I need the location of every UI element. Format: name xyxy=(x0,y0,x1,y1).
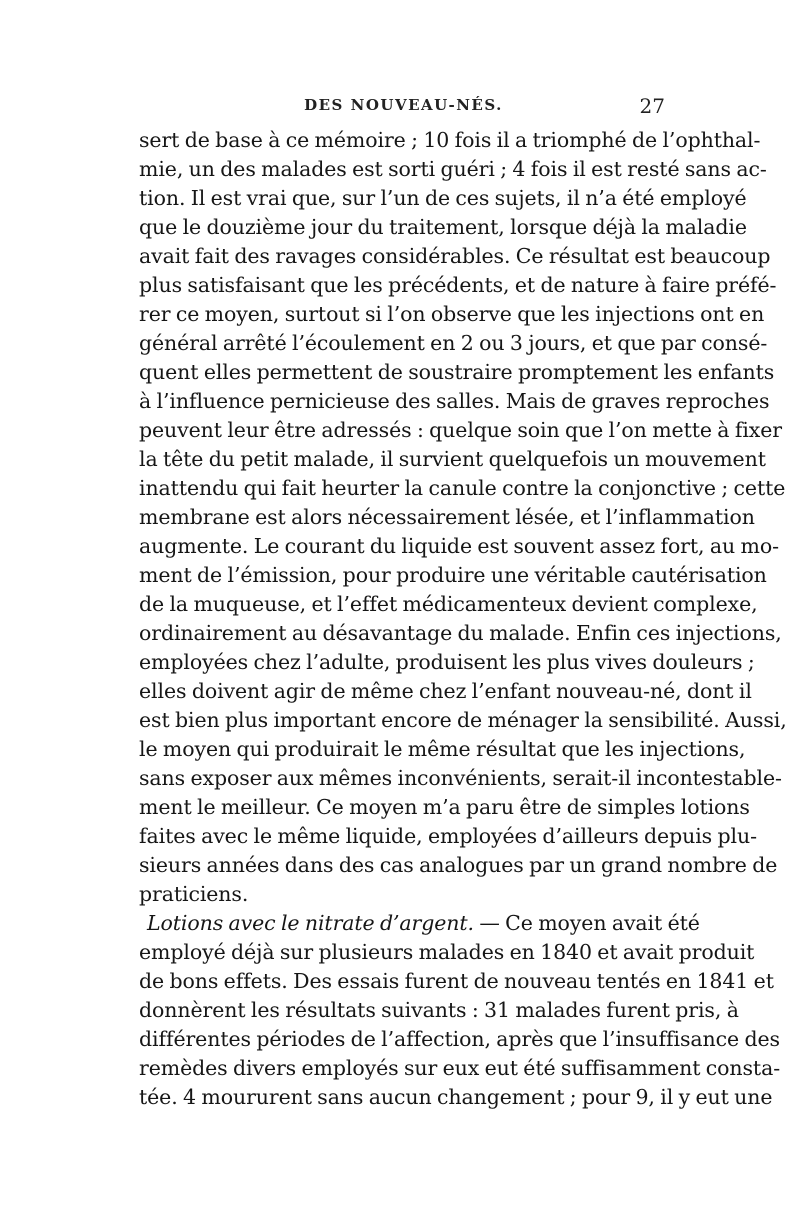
text-line: de bons effets. Des essais furent de nouveau tentés en 1841 et xyxy=(139,969,774,993)
text-line: tée. 4 moururent sans aucun changement ; pour 9, il y eut une xyxy=(139,1085,773,1109)
text-line: général arrêté l’écoulement en 2 ou 3 jours, et que par consé- xyxy=(139,331,768,355)
running-head xyxy=(140,96,667,122)
page-number: 27 xyxy=(639,94,665,118)
text-line: est bien plus important encore de ménager la sensibilité. Aussi, xyxy=(139,708,787,732)
text-line: rer ce moyen, surtout si l’on observe que les injections ont en xyxy=(139,302,765,326)
text-line: peuvent leur être adressés : quelque soin que l’on mette à fixer xyxy=(139,418,782,442)
text-line: ordinairement au désavantage du malade. Enfin ces injections, xyxy=(139,621,782,645)
text-line: membrane est alors nécessairement lésée, et l’inflammation xyxy=(139,505,755,529)
text-line: augmente. Le courant du liquide est souvent assez fort, au mo- xyxy=(139,534,779,558)
text-line: elles doivent agir de même chez l’enfant nouveau-né, dont il xyxy=(139,679,752,703)
text-line: à l’influence pernicieuse des salles. Mais de graves reproches xyxy=(139,389,770,413)
section-lead-rest: — Ce moyen avait été xyxy=(473,911,700,935)
text-line: plus satisfaisant que les précédents, et de nature à faire préfé- xyxy=(139,273,777,297)
text-line: sert de base à ce mémoire ; 10 fois il a triomphé de l’ophthal- xyxy=(139,128,761,152)
text-line: ment de l’émission, pour produire une véritable cautérisation xyxy=(139,563,767,587)
text-line: le moyen qui produirait le même résultat que les injections, xyxy=(139,737,746,761)
text-line: sans exposer aux mêmes inconvénients, serait-il incontestable- xyxy=(139,766,782,790)
text-line: ment le meilleur. Ce moyen m’a paru être de simples lotions xyxy=(139,795,750,819)
text-line: mie, un des malades est sorti guéri ; 4 fois il est resté sans ac- xyxy=(139,157,767,181)
text-line: quent elles permettent de soustraire promptement les enfants xyxy=(139,360,775,384)
text-line: praticiens. xyxy=(139,882,249,906)
body-text xyxy=(139,126,787,1112)
text-line: que le douzième jour du traitement, lorsque déjà la maladie xyxy=(139,215,747,239)
text-line: de la muqueuse, et l’effet médicamenteux devient complexe, xyxy=(139,592,758,616)
text-line: faites avec le même liquide, employées d’ailleurs depuis plu- xyxy=(139,824,757,848)
text-line: la tête du petit malade, il survient quelquefois un mouvement xyxy=(139,447,766,471)
text-line: donnèrent les résultats suivants : 31 malades furent pris, à xyxy=(139,998,739,1022)
text-line: tion. Il est vrai que, sur l’un de ces sujets, il n’a été employé xyxy=(139,186,747,210)
text-line: avait fait des ravages considérables. Ce résultat est beaucoup xyxy=(139,244,771,268)
text-line: employé déjà sur plusieurs malades en 1840 et avait produit xyxy=(139,940,755,964)
text-line: remèdes divers employés sur eux eut été suffisamment consta- xyxy=(139,1056,781,1080)
text-line: employées chez l’adulte, produisent les plus vives douleurs ; xyxy=(139,650,755,674)
text-line: inattendu qui fait heurter la canule contre la conjonctive ; cette xyxy=(139,476,786,500)
text-line-section-start xyxy=(139,909,700,938)
text-line: différentes périodes de l’affection, après que l’insuffisance des xyxy=(139,1027,780,1051)
section-lead-italic: Lotions avec le nitrate d’argent. xyxy=(147,911,474,935)
running-title: DES NOUVEAU-NÉS. xyxy=(304,96,503,114)
text-line: sieurs années dans des cas analogues par un grand nombre de xyxy=(139,853,778,877)
